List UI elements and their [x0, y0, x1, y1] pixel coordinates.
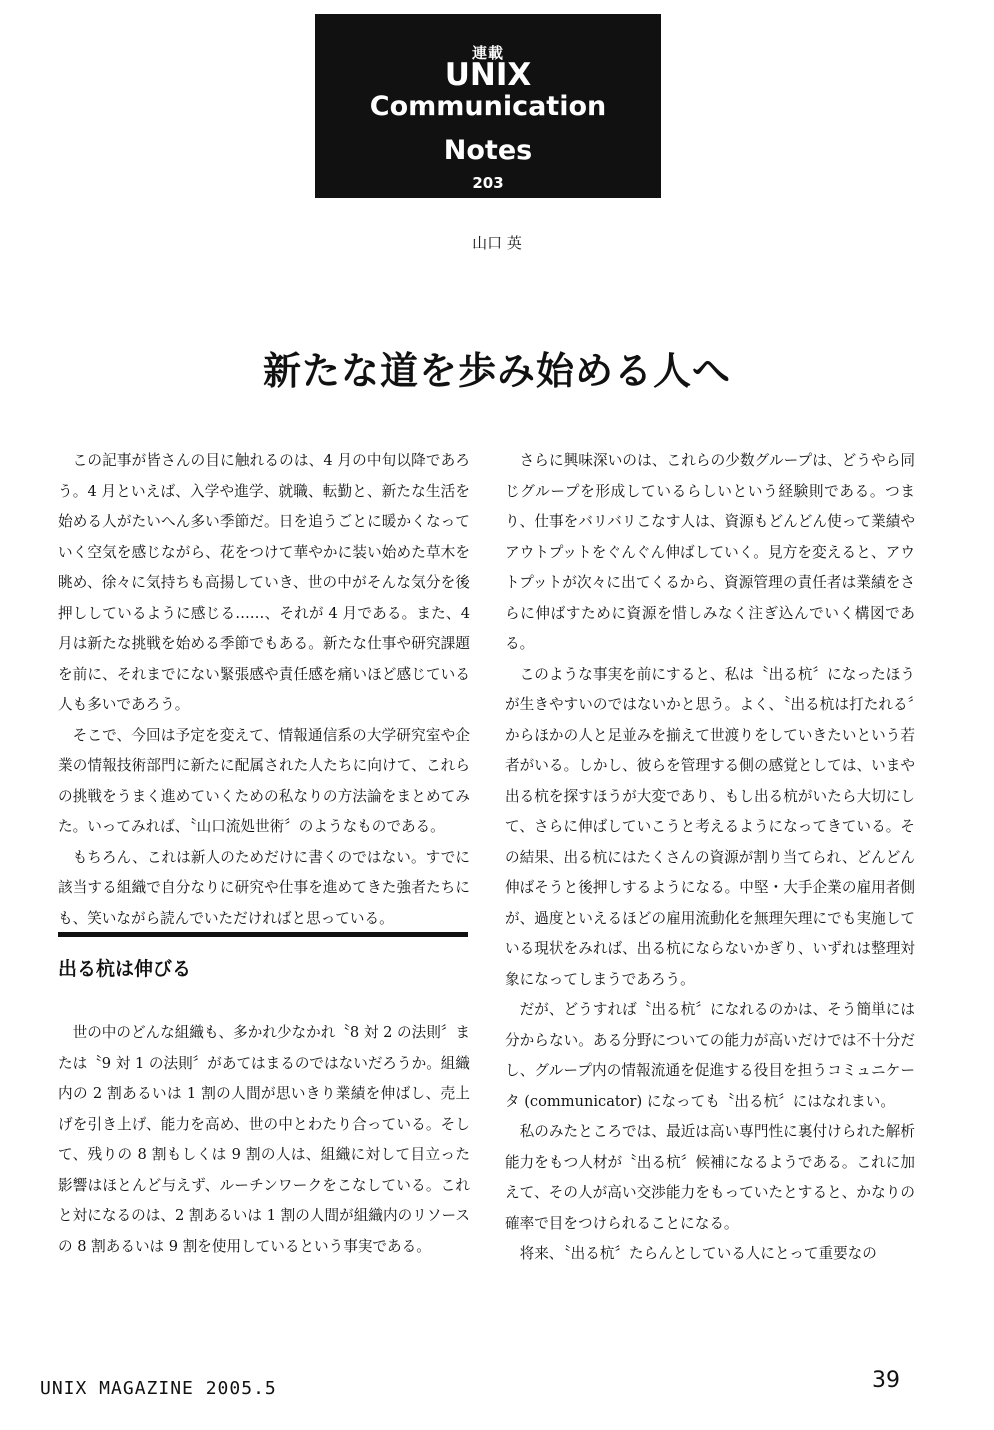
- paragraph: 世の中のどんな組織も、多かれ少なかれ〝8 対 2 の法則〞または〝9 対 1 の法則〞があてはまるのではないだろうか。組織内の 2 割あるいは 1 割の人間が思いきり業績を伸ばし、売上げを引き上げ、能力を高め、世の中とわたり合っている。そして、残りの 8 割もしくは 9 割の人は、組織に対して目立った影響はほとんど与えず、ルーチンワークをこなしている。これと対になるのは、2 割あるいは 1 割の人間が組織内のリソースの 8 割あるいは 9 割を使用しているという事実である。: [58, 1024, 470, 1255]
- paragraph: 私のみたところでは、最近は高い専門性に裏付けられた解析能力をもつ人材が〝出る杭〞候補になるようである。これに加えて、その人が高い交渉能力をもっていたとすると、かなりの確率で目をつけられることになる。: [505, 1123, 915, 1232]
- series-title-line-1: UNIX: [444, 57, 532, 93]
- section-heading: 出る杭は伸びる: [58, 958, 192, 980]
- page-number: 39: [872, 1368, 900, 1393]
- series-label: 連載: [471, 44, 504, 62]
- paragraph: だが、どうすれば〝出る杭〞になれるのかは、そう簡単には分からない。ある分野についての能力が高いだけでは不十分だし、グループ内の情報流通を促進する役目を担うコミュニケータ (communicator) になっても〝出る杭〞にはなれまい。: [505, 1001, 915, 1110]
- paragraph: この記事が皆さんの目に触れるのは、4 月の中旬以降であろう。4 月といえば、入学や進学、就職、転勤と、新たな生活を始める人がたいへん多い季節だ。日を追うごとに暖かくなっていく空気を感じながら、花をつけて華やかに装い始めた草木を眺め、徐々に気持ちも高揚していき、世の中がそんな気分を後押ししているように感じる……、それが 4 月である。また、4 月は新たな挑戦を始める季節でもある。新たな仕事や研究課題を前に、それまでにない緊張感や責任感を痛いほど感じている人も多いであろう。: [58, 452, 470, 713]
- series-number: 203: [472, 174, 504, 192]
- paragraph: さらに興味深いのは、これらの少数グループは、どうやら同じグループを形成しているらしいという経験則である。つまり、仕事をバリバリこなす人は、資源もどんどん使って業績やアウトプットをぐんぐん伸ばしていく。見方を変えると、アウトプットが次々に出てくるから、資源管理の責任者は業績をさらに伸ばすために資源を惜しみなく注ぎ込んでいく構図である。: [505, 452, 915, 652]
- series-title-line-3: Notes: [443, 135, 533, 166]
- paragraph: 将来、〝出る杭〞たらんとしている人にとって重要なの: [519, 1245, 877, 1262]
- left-column-intro: [58, 446, 470, 934]
- section-divider: [58, 932, 468, 937]
- left-column-section: [58, 1018, 470, 1262]
- magazine-footer: UNIX MAGAZINE 2005.5: [40, 1378, 277, 1399]
- right-column: [505, 446, 915, 1270]
- series-box: [315, 14, 661, 198]
- paragraph: このような事実を前にすると、私は〝出る杭〞になったほうが生きやすいのではないかと思う。よく、〝出る杭は打たれる〞からほかの人と足並みを揃えて世渡りをしていきたいという若者がいる。しかし、彼らを管理する側の感覚としては、いまや出る杭を探すほうが大変であり、もし出る杭がいたら大切にして、さらに伸ばしていこうと考えるようになってきている。その結果、出る杭にはたくさんの資源が割り当てられ、どんどん伸ばそうと後押しするようになる。中堅・大手企業の雇用者側が、過度といえるほどの雇用流動化を無理矢理にでも実施している現状をみれば、出る杭にならないかぎり、いずれは整理対象になってしまうであろう。: [505, 665, 915, 988]
- article-title: 新たな道を歩み始める人へ: [262, 349, 731, 393]
- paragraph: もちろん、これは新人のためだけに書くのではない。すでに該当する組織で自分なりに研究や仕事を進めてきた強者たちにも、笑いながら読んでいただければと思っている。: [58, 848, 470, 927]
- series-title-line-2: Communication: [369, 91, 607, 122]
- paragraph: そこで、今回は予定を変えて、情報通信系の大学研究室や企業の情報技術部門に新たに配属された人たちに向けて、これらの挑戦をうまく進めていくための私なりの方法論をまとめてみた。いってみれば、〝山口流処世術〞のようなものである。: [58, 726, 470, 835]
- author-name: 山口 英: [472, 234, 522, 252]
